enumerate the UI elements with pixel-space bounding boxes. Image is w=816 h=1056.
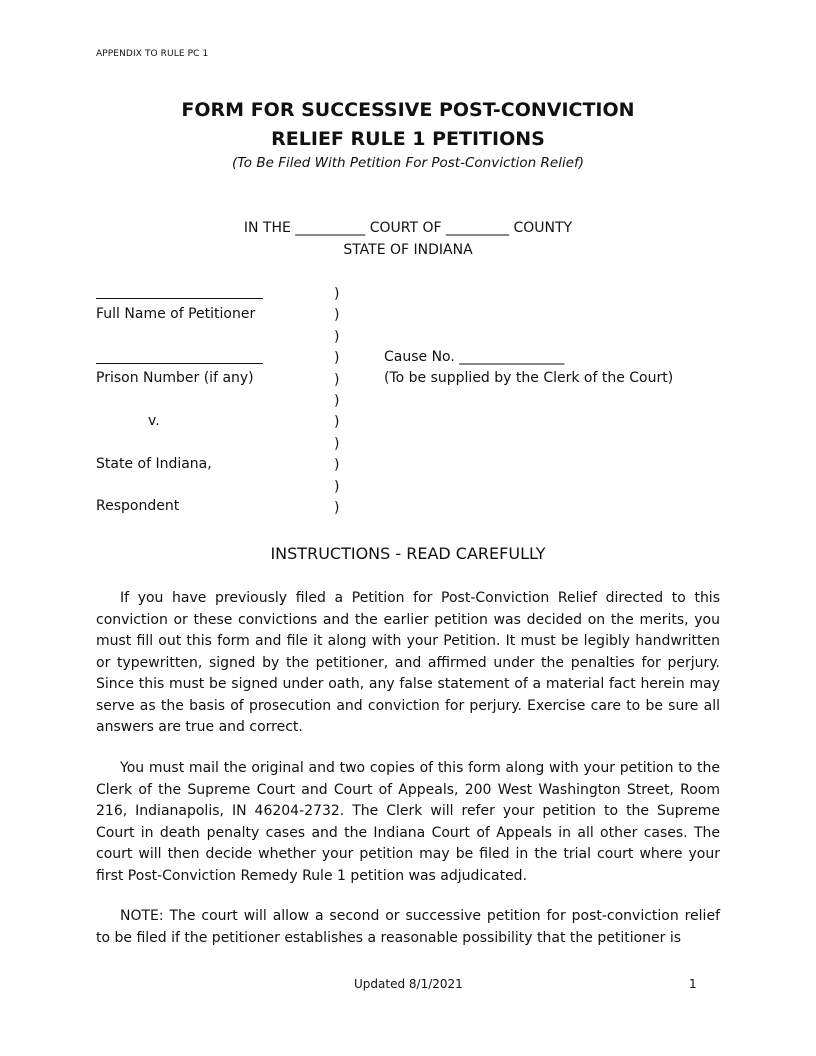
paragraph-3: NOTE: The court will allow a second or successive petition for post-conviction relief to be filed if the petitioner establishes a reasonable possibility that the petitioner is — [96, 908, 720, 946]
page-header: APPENDIX TO RULE PC 1 — [96, 49, 209, 59]
paragraph-2: You must mail the original and two copies of this form along with your petition to the Clerk of the Supreme Court and Court of Appeals, 200 West Washington Street, Room 216, Indianapolis, IN 46204-2732. The Clerk will refer your petition to the Supreme Court in death penalty cases and the Indiana Court of Appeals in all other cases. The court will then decide whether your petition may be filed in the trial court where your first Post-Conviction Remedy Rule 1 petition was adjudicated. — [96, 760, 720, 884]
prison-number-blank[interactable] — [96, 363, 263, 364]
petitioner-label: Full Name of Petitioner — [96, 306, 256, 322]
petitioner-name-blank[interactable] — [96, 298, 263, 299]
state-party: State of Indiana, — [96, 456, 212, 472]
versus: v. — [148, 413, 160, 429]
prison-number-label: Prison Number (if any) — [96, 370, 254, 386]
paragraph-1: If you have previously filed a Petition for Post-Conviction Relief directed to this conviction or these convictions and the earlier petition was decided on the merits, you must fill out this form and file it along with your Petition. It must be legibly handwritten or typewritten, signed by the petitioner, and affirmed under the penalties for perjury. Since this must be signed under oath, any false statement of a material fact herein may serve as the basis of prosecution and conviction for perjury. Exercise care to be sure all answers are true and correct. — [96, 590, 720, 735]
instructions-heading: INSTRUCTIONS - READ CAREFULLY — [270, 544, 546, 563]
respondent-label: Respondent — [96, 498, 180, 514]
updated-date: Updated 8/1/2021 — [354, 977, 463, 991]
court-line: IN THE __________ COURT OF _________ COUNTY — [243, 220, 573, 236]
form-title-line-1: FORM FOR SUCCESSIVE POST-CONVICTION — [181, 99, 635, 121]
cause-number[interactable]: Cause No. _______________ — [384, 349, 565, 365]
form-title-line-2: RELIEF RULE 1 PETITIONS — [271, 128, 545, 150]
state-line: STATE OF INDIANA — [343, 242, 473, 258]
cause-number-note: (To be supplied by the Clerk of the Court) — [384, 370, 674, 386]
form-subtitle: (To Be Filed With Petition For Post-Conviction Relief) — [231, 155, 585, 171]
page-number: 1 — [689, 977, 697, 991]
caption-parentheses: ) ) ) ) ) ) ) ) ) ) ) — [334, 286, 340, 517]
